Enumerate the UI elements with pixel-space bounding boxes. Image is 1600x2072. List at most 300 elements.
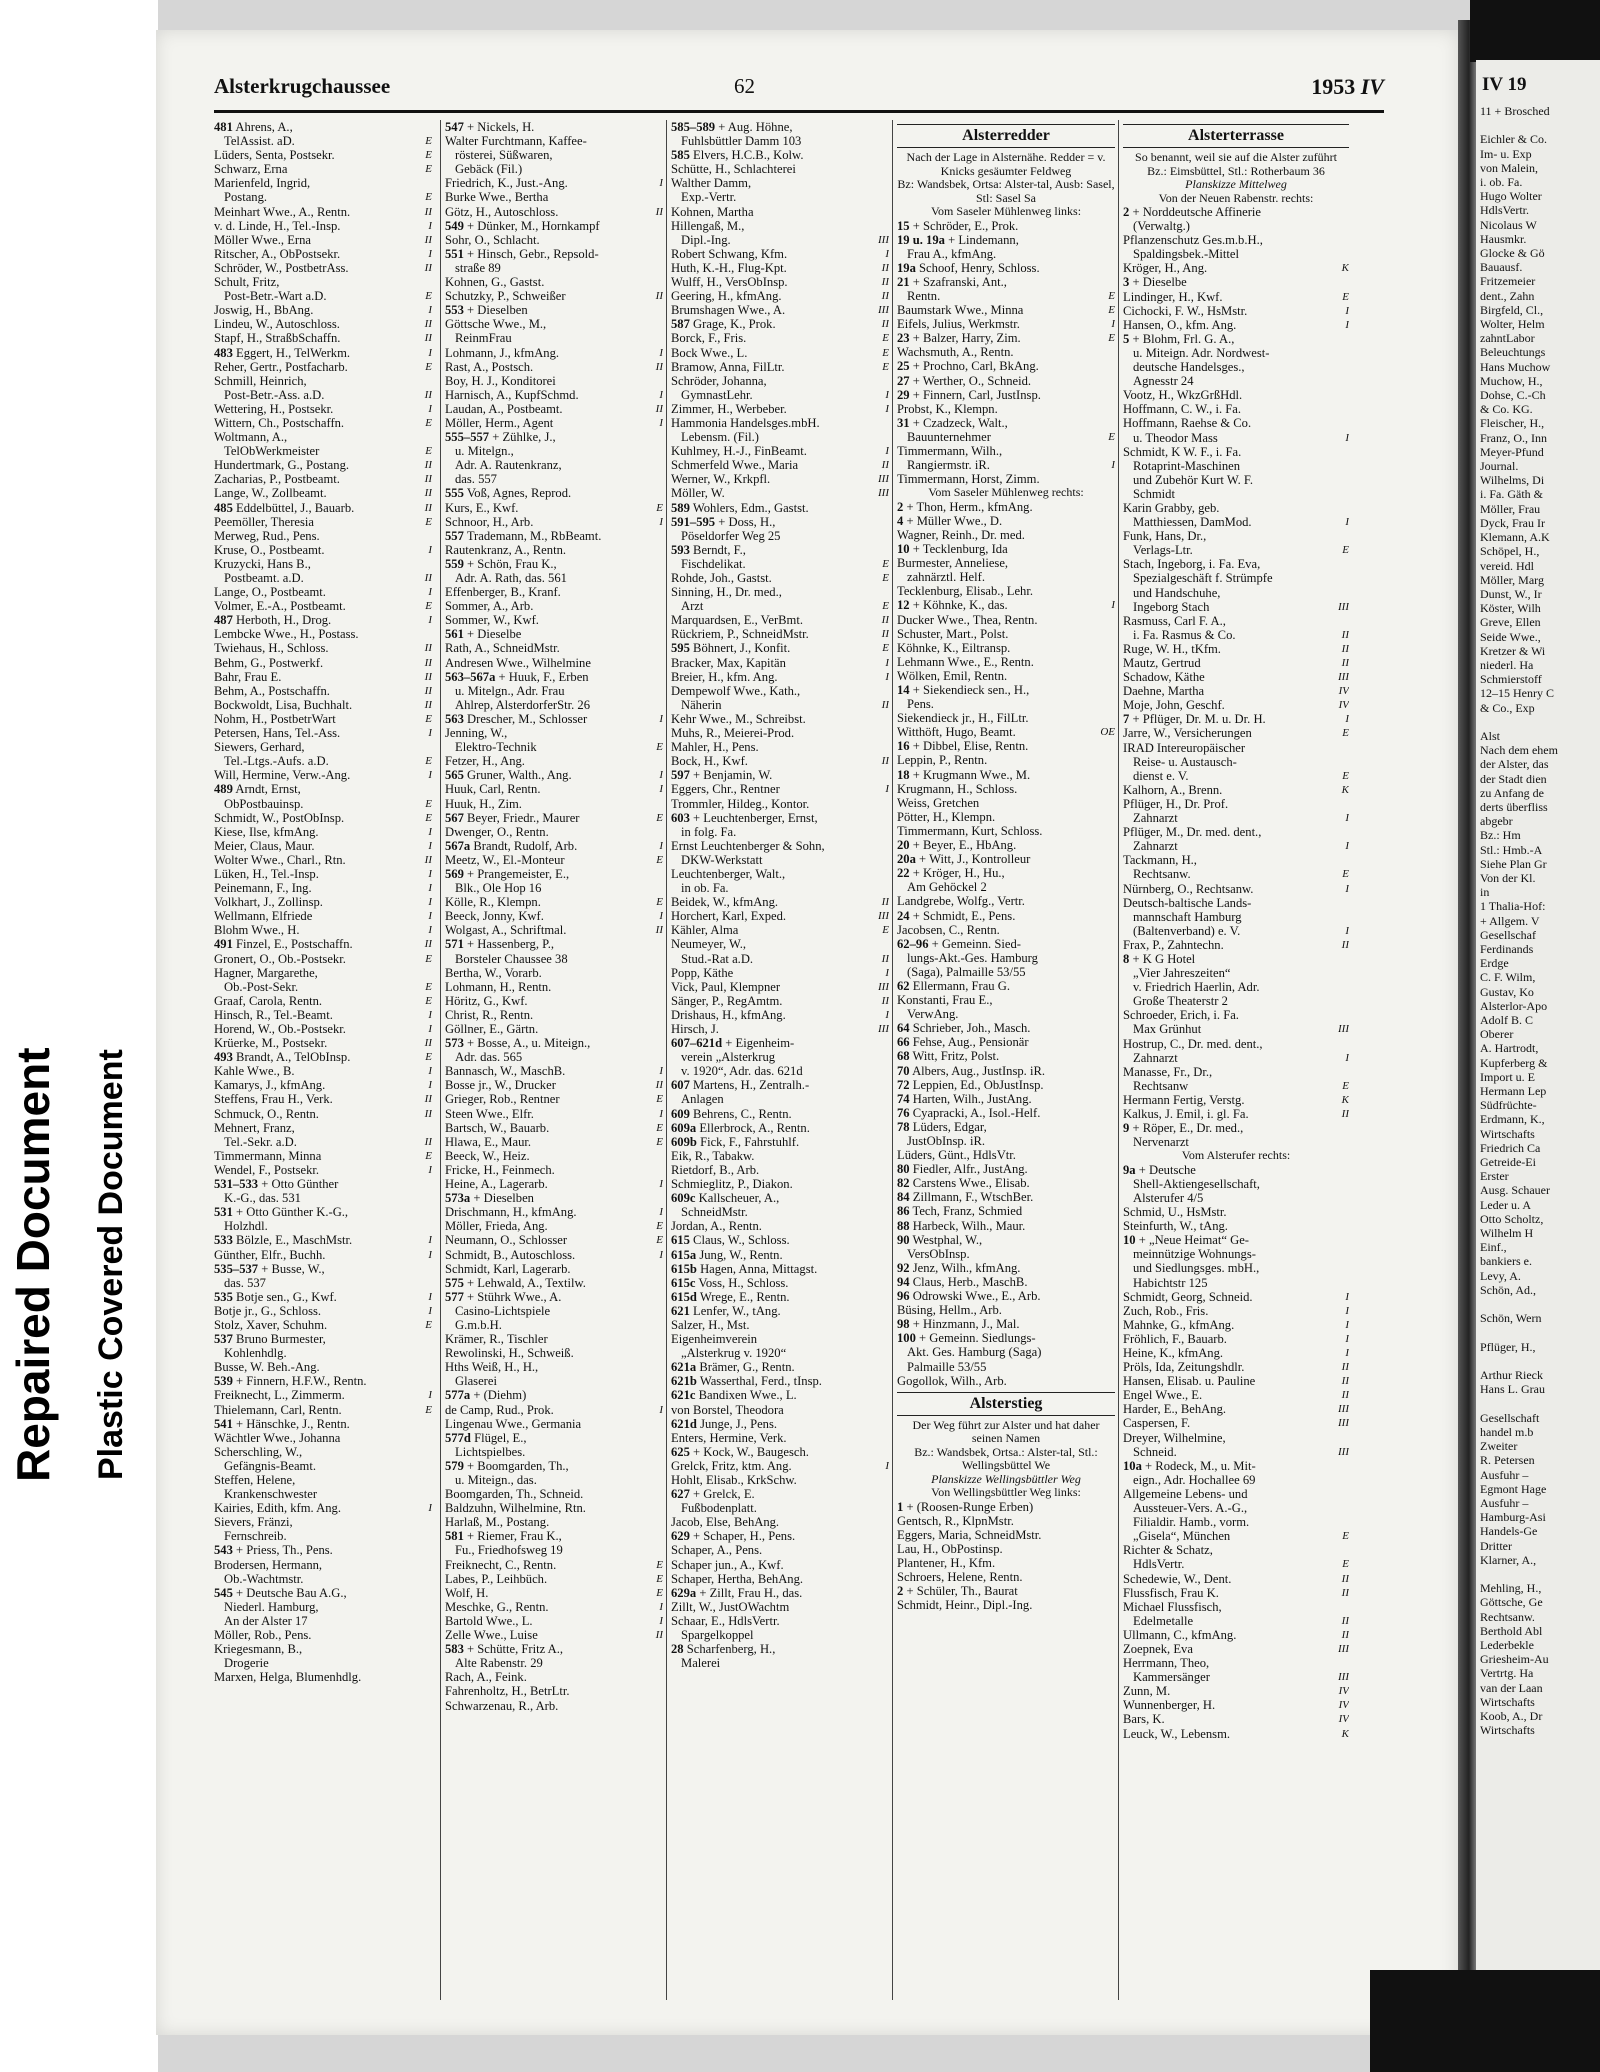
directory-entry: [897, 1542, 1115, 1556]
directory-entry: [1123, 628, 1349, 642]
resident-text: Robert Schwang, Kfm.: [671, 246, 788, 261]
page-header: [214, 70, 1384, 113]
floor-marker: II: [1341, 1108, 1349, 1120]
directory-entry: [445, 1008, 663, 1022]
street-section-heading: Alsterredder: [897, 124, 1115, 148]
directory-entry: [671, 515, 889, 529]
resident-text: + Szafranski, Ant.,: [912, 274, 1007, 289]
directory-entry: [214, 684, 432, 698]
directory-entry: [1123, 1431, 1349, 1445]
resident-text: Trademann, M., RbBeamt.: [466, 528, 602, 543]
resident-text: Voss, H., Schloss.: [698, 1275, 789, 1290]
floor-marker: II: [1341, 1586, 1349, 1599]
directory-entry: [1123, 233, 1349, 247]
street-section-heading: Alsterterrasse: [1123, 124, 1349, 148]
resident-text: + Aug. Höhne,: [718, 120, 793, 134]
directory-entry: [671, 1642, 889, 1656]
floor-marker: III: [878, 473, 889, 486]
resident-text: Gefängnis-Beamt.: [224, 1458, 316, 1473]
directory-entry: [214, 1121, 432, 1135]
directory-entry: [1123, 557, 1349, 571]
floor-marker: I: [428, 924, 432, 937]
directory-entry: [897, 965, 1115, 979]
floor-marker: E: [1342, 769, 1349, 782]
adjacent-page-line: & Co., Exp: [1480, 700, 1535, 715]
floor-marker: I: [428, 1304, 432, 1317]
resident-text: Fröhlich, F., Bauarb.: [1123, 1331, 1227, 1346]
directory-entry: [445, 120, 663, 134]
resident-text: Anlagen: [681, 1092, 724, 1107]
resident-text: + Pflüger, Dr. M. u. Dr. H.: [1132, 712, 1266, 727]
resident-text: Schaper, A., Pens.: [671, 1543, 763, 1558]
directory-entry: [214, 1431, 432, 1445]
floor-marker: I: [428, 1023, 432, 1035]
house-number: 88: [897, 1218, 910, 1233]
floor-marker: III: [1338, 1642, 1349, 1655]
house-number: 597: [671, 768, 690, 783]
house-number: 625: [671, 1444, 690, 1459]
directory-entry: [897, 1106, 1115, 1120]
directory-entry: [1123, 360, 1349, 374]
directory-entry: [445, 1149, 663, 1163]
resident-text: Siekendieck jr., H., FilLtr.: [897, 711, 1029, 726]
adjacent-page-line: Adolf B. C: [1480, 1013, 1534, 1027]
resident-text: Stolz, Xaver, Schuhm.: [214, 1317, 328, 1332]
page-binding-edge: [1458, 20, 1476, 2050]
resident-text: „Gisela“, München: [1133, 1529, 1231, 1544]
street-note: Vom Saseler Mühlenweg rechts:: [928, 485, 1084, 500]
resident-text: Bracker, Max, Kapitän: [671, 655, 786, 670]
resident-text: Huth, K.-H., Flug-Kpt.: [671, 260, 787, 275]
directory-entry: [671, 1008, 889, 1022]
resident-text: Borck, F., Fris.: [671, 331, 747, 346]
directory-entry: [671, 557, 889, 571]
directory-entry: [445, 712, 663, 726]
resident-text: Gebäck (Fil.): [455, 162, 523, 177]
resident-text: Arndt, Ernst,: [235, 782, 301, 797]
resident-text: Baumstark Wwe., Minna: [897, 303, 1024, 318]
resident-text: Pflüger, M., Dr. med. dent.,: [1123, 825, 1262, 840]
house-number: 70: [897, 1063, 910, 1078]
resident-text: Schmidt, Georg, Schneid.: [1123, 1289, 1253, 1304]
floor-marker: II: [655, 402, 663, 415]
directory-entry: [671, 331, 889, 345]
directory-entry: [1123, 1233, 1349, 1247]
floor-marker: III: [1338, 1671, 1349, 1684]
adjacent-page-line: 1 Thalia-Hof:: [1480, 899, 1546, 914]
resident-text: Siewers, Gerhard,: [214, 740, 305, 755]
adjacent-page-line: Dunst, W., Ir: [1480, 586, 1542, 601]
directory-entry: [445, 895, 663, 909]
resident-text: Labes, P., Leihbüch.: [445, 1571, 548, 1586]
resident-text: Zoepnek, Eva: [1123, 1641, 1193, 1656]
directory-entry: [897, 866, 1115, 880]
floor-marker: I: [428, 346, 432, 359]
house-number: 29: [897, 387, 910, 402]
adjacent-page-line: [1476, 1567, 1600, 1581]
resident-text: Hoffmann, C. W., i. Fa.: [1123, 402, 1242, 417]
resident-text: Botje sen., G., Kwf.: [236, 1289, 337, 1304]
directory-entry: [214, 768, 432, 782]
directory-entry: [214, 1642, 432, 1656]
directory-entry: [1123, 304, 1349, 318]
house-number: 569: [445, 866, 464, 881]
house-number: 2: [1123, 205, 1130, 219]
directory-entry: [1123, 543, 1349, 557]
resident-text: Hansen, Elisab. u. Pauline: [1123, 1374, 1256, 1389]
resident-text: Wolf, H.: [445, 1585, 489, 1600]
resident-text: Kamarys, J., kfmAng.: [214, 1078, 326, 1093]
resident-text: Twiehaus, H., Schloss.: [214, 641, 329, 656]
resident-text: (Verwaltg.): [1133, 219, 1190, 234]
directory-entry: [897, 894, 1115, 908]
directory-entry: [214, 458, 432, 472]
floor-marker: II: [881, 628, 889, 641]
resident-text: eign., Adr. Hochallee 69: [1133, 1472, 1256, 1487]
resident-text: Boy, H. J., Konditorei: [445, 373, 556, 388]
resident-text: Spargelkoppel: [681, 1628, 754, 1643]
resident-text: Kohlenhdlg.: [224, 1346, 287, 1361]
directory-entry: [445, 881, 663, 895]
resident-text: + Schaper, H., Pens.: [693, 1529, 796, 1544]
resident-text: Rangiermstr. iR.: [907, 458, 990, 473]
resident-text: Wettering, H., Postsekr.: [214, 401, 334, 416]
directory-entry: [897, 768, 1115, 782]
resident-text: + Deutsche Bau A.G.,: [236, 1585, 347, 1600]
adjacent-page-line: [1476, 1396, 1600, 1410]
resident-text: Edelmetalle: [1133, 1613, 1194, 1628]
directory-entry: [445, 1036, 663, 1050]
directory-entry: [671, 1346, 889, 1360]
directory-entry: [1123, 1557, 1349, 1571]
directory-entry: [445, 811, 663, 825]
floor-marker: E: [656, 501, 663, 514]
resident-text: Petersen, Hans, Tel.-Ass.: [214, 726, 341, 741]
resident-text: Allgemeine Lebens- und: [1123, 1486, 1248, 1501]
resident-text: + Kröger, H., Hu.,: [912, 866, 1005, 881]
resident-text: Schmidt: [1133, 486, 1175, 501]
directory-entry: [897, 1134, 1115, 1148]
house-number: 28: [671, 1642, 684, 1657]
resident-text: u. Miteign., das.: [455, 1473, 537, 1487]
adjacent-page-line: Hugo Wolter: [1480, 189, 1542, 204]
directory-entry: [671, 1191, 889, 1205]
floor-marker: E: [656, 1220, 663, 1233]
adjacent-page-line: Alst: [1480, 728, 1501, 743]
resident-text: Lüders, Edgar,: [912, 1119, 987, 1134]
directory-entry: [1123, 247, 1349, 261]
floor-marker: III: [1338, 671, 1349, 684]
floor-marker: II: [881, 261, 889, 274]
resident-text: Zuch, Rob., Fris.: [1123, 1303, 1209, 1318]
directory-entry: [1123, 1684, 1349, 1698]
house-number: 621c: [671, 1388, 696, 1403]
floor-marker: I: [885, 1459, 889, 1472]
resident-text: Pens.: [907, 697, 934, 712]
resident-text: Brandt, Rudolf, Arb.: [473, 838, 578, 853]
floor-marker: I: [659, 346, 663, 359]
adjacent-page-line: & Co. KG.: [1480, 402, 1533, 417]
adjacent-page-line: Schöpel, H.,: [1480, 544, 1540, 559]
floor-marker: I: [1111, 459, 1115, 472]
resident-text: Trommler, Hildeg., Kontor.: [671, 796, 810, 811]
resident-text: + (Roosen-Runge Erben): [906, 1499, 1034, 1514]
adjacent-page-line: i. Fa. Gäth &: [1480, 487, 1543, 502]
floor-marker: I: [428, 910, 432, 923]
directory-entry: [445, 1501, 663, 1515]
street-note: Bz: Wandsbek, Ortsa: Alster-tal, Ausb: Sasel, Stl: Sasel Sa: [897, 177, 1115, 205]
resident-text: Schmidt, W., PostObInsp.: [214, 810, 345, 825]
directory-entry: [897, 613, 1115, 627]
resident-text: Beidek, W., kfmAng.: [671, 895, 779, 910]
floor-marker: II: [655, 1629, 663, 1642]
resident-text: GymnastLehr.: [681, 387, 753, 402]
resident-text: Sohr, O., Schlacht.: [445, 232, 540, 247]
adjacent-page-line: Schön, Ad.,: [1480, 1282, 1537, 1297]
resident-text: Rohde, Joh., Gastst.: [671, 571, 772, 585]
directory-entry: [214, 909, 432, 923]
directory-entry: [897, 1007, 1115, 1021]
resident-text: Ob.-Wachtmstr.: [224, 1571, 304, 1586]
resident-text: Holzhdl.: [224, 1219, 268, 1234]
resident-text: Behm, G., Postwerkf.: [214, 655, 324, 670]
adjacent-page-line: Handels-Ge: [1480, 1524, 1538, 1539]
resident-text: Göllner, E., Gärtn.: [445, 1022, 539, 1036]
resident-text: Gruner, Walth., Ang.: [467, 768, 572, 783]
resident-text: Freiknecht, C., Rentn.: [445, 1557, 557, 1572]
directory-entry: [1123, 1079, 1349, 1093]
directory-entry: [445, 698, 663, 712]
house-number: 589: [671, 500, 690, 515]
directory-entry: [671, 1459, 889, 1473]
floor-marker: II: [1341, 1389, 1349, 1402]
floor-marker: II: [424, 1135, 432, 1148]
resident-text: Kalhorn, A., Brenn.: [1123, 782, 1223, 797]
floor-marker: I: [885, 388, 889, 401]
directory-entry: [445, 1191, 663, 1205]
directory-entry: [1123, 1586, 1349, 1600]
directory-entry: [214, 641, 432, 655]
floor-marker: OE: [1100, 726, 1115, 739]
resident-text: Burmester, Anneliese,: [897, 556, 1009, 571]
directory-entry: [671, 317, 889, 331]
resident-text: Zelle Wwe., Luise: [445, 1628, 538, 1643]
directory-entry: [445, 1177, 663, 1191]
resident-text: Effenberger, B., Kranf.: [445, 585, 561, 600]
resident-text: Ellermann, Frau G.: [912, 978, 1010, 993]
house-number: 629: [671, 1529, 690, 1544]
resident-text: Drogerie: [224, 1656, 269, 1671]
floor-marker: II: [655, 205, 663, 218]
directory-entry: [671, 1135, 889, 1149]
floor-marker: II: [424, 487, 432, 500]
directory-entry: [214, 1219, 432, 1233]
directory-entry: [671, 641, 889, 655]
directory-entry: [445, 627, 663, 641]
directory-entry: [445, 1205, 663, 1219]
directory-entry: [445, 1262, 663, 1276]
floor-marker: I: [885, 1008, 889, 1021]
house-number: 78: [897, 1119, 910, 1134]
house-number: 80: [897, 1162, 910, 1177]
resident-text: + Schön, Frau K.,: [467, 556, 557, 571]
resident-text: u. Miteign. Adr. Nordwest-: [1133, 345, 1270, 360]
resident-text: Engel Wwe., E.: [1123, 1388, 1203, 1403]
directory-entry: [1123, 670, 1349, 684]
resident-text: Wächtler Wwe., Johanna: [214, 1430, 341, 1445]
house-number: 5: [1123, 331, 1130, 346]
directory-entry: [1123, 1318, 1349, 1332]
floor-marker: E: [882, 557, 889, 570]
resident-text: + Beyer, E., HbAng.: [912, 838, 1017, 853]
adjacent-page-line: zahntLabor: [1480, 331, 1535, 346]
floor-marker: III: [878, 910, 889, 923]
resident-text: Eggers, Chr., Rentner: [671, 782, 780, 797]
directory-entry: [897, 1317, 1115, 1331]
resident-text: Kölle, R., Klempn.: [445, 895, 541, 910]
resident-text: Merweg, Rud., Pens.: [214, 528, 320, 543]
resident-text: Sommer, A., Arb.: [445, 599, 534, 614]
directory-entry: [671, 402, 889, 416]
resident-text: Fußbodenplatt.: [681, 1501, 757, 1516]
resident-text: Rotaprint-Maschinen: [1133, 458, 1241, 473]
adjacent-page-line: Wilhelm H: [1480, 1226, 1534, 1241]
directory-entry: [671, 1388, 889, 1402]
floor-marker: II: [424, 656, 432, 669]
floor-marker: E: [656, 1558, 663, 1571]
resident-text: + Nickels, H.: [467, 120, 535, 134]
directory-entry: [897, 655, 1115, 669]
directory-entry: [445, 937, 663, 951]
resident-text: Schmid, U., HsMstr.: [1123, 1205, 1227, 1220]
directory-entry: [897, 796, 1115, 810]
adjacent-page-line: HdlsVertr.: [1480, 203, 1529, 218]
resident-text: Pflüger, H., Dr. Prof.: [1123, 796, 1229, 811]
adjacent-page-line: Nach dem ehem: [1480, 743, 1558, 758]
resident-text: Grelck, Fritz, ktm. Ang.: [671, 1458, 792, 1473]
resident-text: ObPostbauinsp.: [224, 796, 304, 811]
directory-entry: [214, 1360, 432, 1374]
directory-entry: [214, 1558, 432, 1572]
house-number: 545: [214, 1585, 233, 1600]
floor-marker: II: [424, 670, 432, 683]
resident-text: Deutsch-baltische Lands-: [1123, 895, 1252, 910]
resident-text: „Alsterkrug v. 1920“: [681, 1346, 787, 1361]
directory-entry: [671, 162, 889, 176]
directory-entry: [671, 1572, 889, 1586]
resident-text: Reise- u. Austausch-: [1133, 754, 1237, 769]
directory-entry: [1123, 698, 1349, 712]
resident-text: Schadow, Käthe: [1123, 670, 1205, 685]
floor-marker: E: [656, 1121, 663, 1134]
resident-text: Tech, Franz, Schmied: [912, 1204, 1023, 1219]
directory-entry: [214, 1064, 432, 1078]
floor-marker: E: [425, 163, 432, 176]
resident-text: Pötter, H., Klempn.: [897, 809, 996, 824]
directory-entry: [897, 937, 1115, 951]
house-number: 25: [897, 359, 910, 374]
directory-entry: [445, 1515, 663, 1529]
floor-marker: E: [656, 1234, 663, 1247]
directory-entry: [1123, 656, 1349, 670]
directory-entry: [1123, 1037, 1349, 1051]
adjacent-page-line: [1476, 1354, 1600, 1368]
street-section-heading: Alsterstieg: [897, 1392, 1115, 1416]
directory-entry: [897, 669, 1115, 683]
resident-text: + Lehwald, A., Textilw.: [467, 1275, 586, 1290]
floor-marker: I: [1345, 840, 1349, 853]
directory-entry: [214, 557, 432, 571]
resident-text: + Lindemann,: [948, 232, 1019, 247]
resident-text: Schmerfeld Wwe., Maria: [671, 458, 799, 473]
directory-entry: [445, 1290, 663, 1304]
directory-entry: [445, 247, 663, 261]
directory-entry: [671, 1163, 889, 1177]
resident-text: Friedrich, K., Just.-Ang.: [445, 176, 568, 191]
resident-text: Rautenkranz, A., Rentn.: [445, 542, 567, 557]
resident-text: Laudan, A., Postbeamt.: [445, 401, 563, 416]
resident-text: (Baltenverband) e. V.: [1133, 923, 1241, 938]
house-number: 585: [671, 148, 690, 163]
column-1: [214, 120, 432, 2000]
resident-text: IRAD Intereuropäischer: [1123, 740, 1246, 755]
directory-entry: [897, 388, 1115, 402]
resident-text: Lindinger, H., Kwf.: [1123, 289, 1223, 304]
directory-entry: [445, 557, 663, 571]
resident-text: Ob.-Post-Sekr.: [224, 979, 299, 994]
directory-entry: [214, 1473, 432, 1487]
house-number: 539: [214, 1374, 233, 1389]
directory-entry: [445, 275, 663, 289]
floor-marker: I: [428, 614, 432, 627]
directory-entry: [214, 1628, 432, 1642]
directory-entry: [445, 1431, 663, 1445]
directory-entry: [1123, 1473, 1349, 1487]
resident-text: (Saga), Palmaille 53/55: [907, 964, 1026, 979]
directory-entry: [671, 895, 889, 909]
house-number: 571: [445, 937, 464, 952]
house-number: 627: [671, 1487, 690, 1502]
resident-text: Möller Wwe., Erna: [214, 232, 311, 247]
directory-entry: [1123, 402, 1349, 416]
resident-text: Neumeyer, W.,: [671, 937, 747, 952]
resident-text: + Witt, J., Kontrolleur: [919, 852, 1031, 867]
adjacent-page-line: Kretzer & Wi: [1480, 643, 1546, 658]
house-number: 607: [671, 1078, 690, 1093]
resident-text: + Huuk, F., Erben: [498, 669, 589, 684]
resident-text: Elektro-Technik: [455, 740, 537, 755]
directory-entry: [897, 430, 1115, 444]
directory-entry: [671, 1332, 889, 1346]
resident-text: in folg. Fa.: [681, 824, 737, 839]
directory-entry: [1123, 924, 1349, 938]
resident-text: Steinfurth, W., tAng.: [1123, 1219, 1228, 1234]
directory-entry: [671, 613, 889, 627]
resident-text: i. Fa. Rasmus & Co.: [1133, 627, 1236, 642]
directory-entry: [214, 219, 432, 233]
directory-entry: [445, 656, 663, 670]
floor-marker: II: [424, 698, 432, 711]
house-number: 547: [445, 120, 464, 134]
directory-entry: [897, 1035, 1115, 1049]
house-number: 609b: [671, 1134, 697, 1149]
adjacent-page-line: Lederbekle: [1480, 1637, 1534, 1652]
directory-entry: [1123, 726, 1349, 740]
resident-text: Hinsch, R., Tel.-Beamt.: [214, 1007, 333, 1022]
directory-entry: [1123, 1051, 1349, 1065]
directory-entry: [671, 1177, 889, 1191]
adjacent-page-line: Berthold Abl: [1480, 1623, 1543, 1638]
